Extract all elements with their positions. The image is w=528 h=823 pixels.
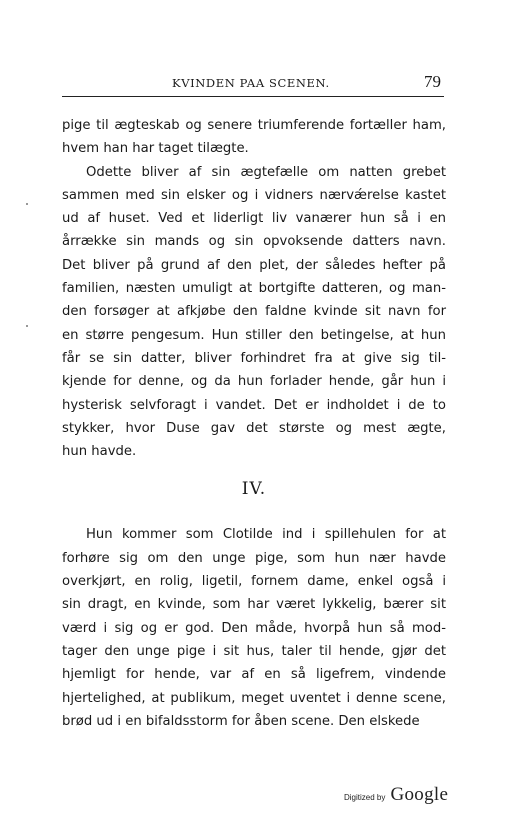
- text-line: ud af huset. Ved et liderligt liv vanærer hun så i en: [62, 211, 446, 227]
- header-rule: [62, 96, 444, 97]
- text-line: hun havde.: [62, 444, 137, 460]
- text-line: får se sin datter, bliver forhindret fra at give sig til-: [62, 350, 446, 366]
- text-line: hysterisk selvforagt i vandet. Det er indholdet i de to: [62, 397, 446, 413]
- page-header: [62, 72, 442, 98]
- text-line: overkjørt, en rolig, ligetil, fornem dame, enkel også i: [62, 574, 446, 590]
- text-line: en større pengesum. Hun stiller den betingelse, at hun: [62, 327, 446, 343]
- text-line: sammen med sin elsker og i vidners nærvǽrelse kastet: [62, 187, 446, 203]
- text-line: stykker, hvor Duse gav det største og mest ægte,: [62, 420, 446, 436]
- digitized-by-label: Digitized by: [344, 793, 386, 802]
- text-line: hjertelighed, at publikum, meget uventet i denne scene,: [62, 690, 446, 706]
- text-line: værd i sig og er god. Den måde, hvorpå hun så mod-: [62, 620, 446, 636]
- text-line: kjende for denne, og da hun forlader hende, går hun i: [62, 374, 446, 390]
- text-block-after-heading: [62, 523, 446, 733]
- margin-mark: [26, 203, 28, 205]
- text-line: Det bliver på grund af den plet, der således hefter på: [62, 257, 446, 273]
- text-line: sin dragt, en kvinde, som har været lykkelig, bærer sit: [62, 597, 446, 613]
- text-line: Odette bliver af sin ægtefælle om natten grebet: [86, 164, 446, 180]
- page-number: 79: [424, 72, 441, 91]
- text-line: Hun kommer som Clotilde ind i spillehulen for at: [86, 527, 446, 543]
- running-title: KVINDEN PAA SCENEN.: [172, 76, 330, 90]
- digitized-by-google-watermark: [344, 784, 448, 806]
- margin-mark: [26, 325, 28, 327]
- google-logo-text: Google: [390, 784, 449, 805]
- text-line: forhøre sig om den unge pige, som hun nær havde: [62, 550, 446, 566]
- section-heading: IV.: [241, 479, 267, 500]
- text-block-before-heading: [62, 114, 446, 463]
- text-line: familien, næsten umuligt at bortgifte datteren, og man-: [62, 281, 446, 297]
- body-text: [62, 114, 446, 733]
- text-line: tager den unge pige i sit hus, taler til hende, gjør det: [62, 643, 446, 659]
- text-line: årrække sin mands og sin opvoksende datters navn.: [62, 234, 446, 250]
- paragraph: [62, 161, 446, 464]
- text-line: hjemligt for hende, var af en så ligefrem, vindende: [62, 667, 446, 683]
- text-line: den forsøger at afkjøbe den faldne kvinde sit navn for: [62, 304, 446, 320]
- text-line: brød ud i en bifaldsstorm for åben scene. Den elskede: [62, 713, 420, 729]
- text-line: hvem han har taget tilægte.: [62, 141, 249, 157]
- paragraph: [62, 114, 446, 161]
- paragraph: [62, 523, 446, 733]
- text-line: pige til ægteskab og senere triumferende fortæller ham,: [62, 118, 446, 133]
